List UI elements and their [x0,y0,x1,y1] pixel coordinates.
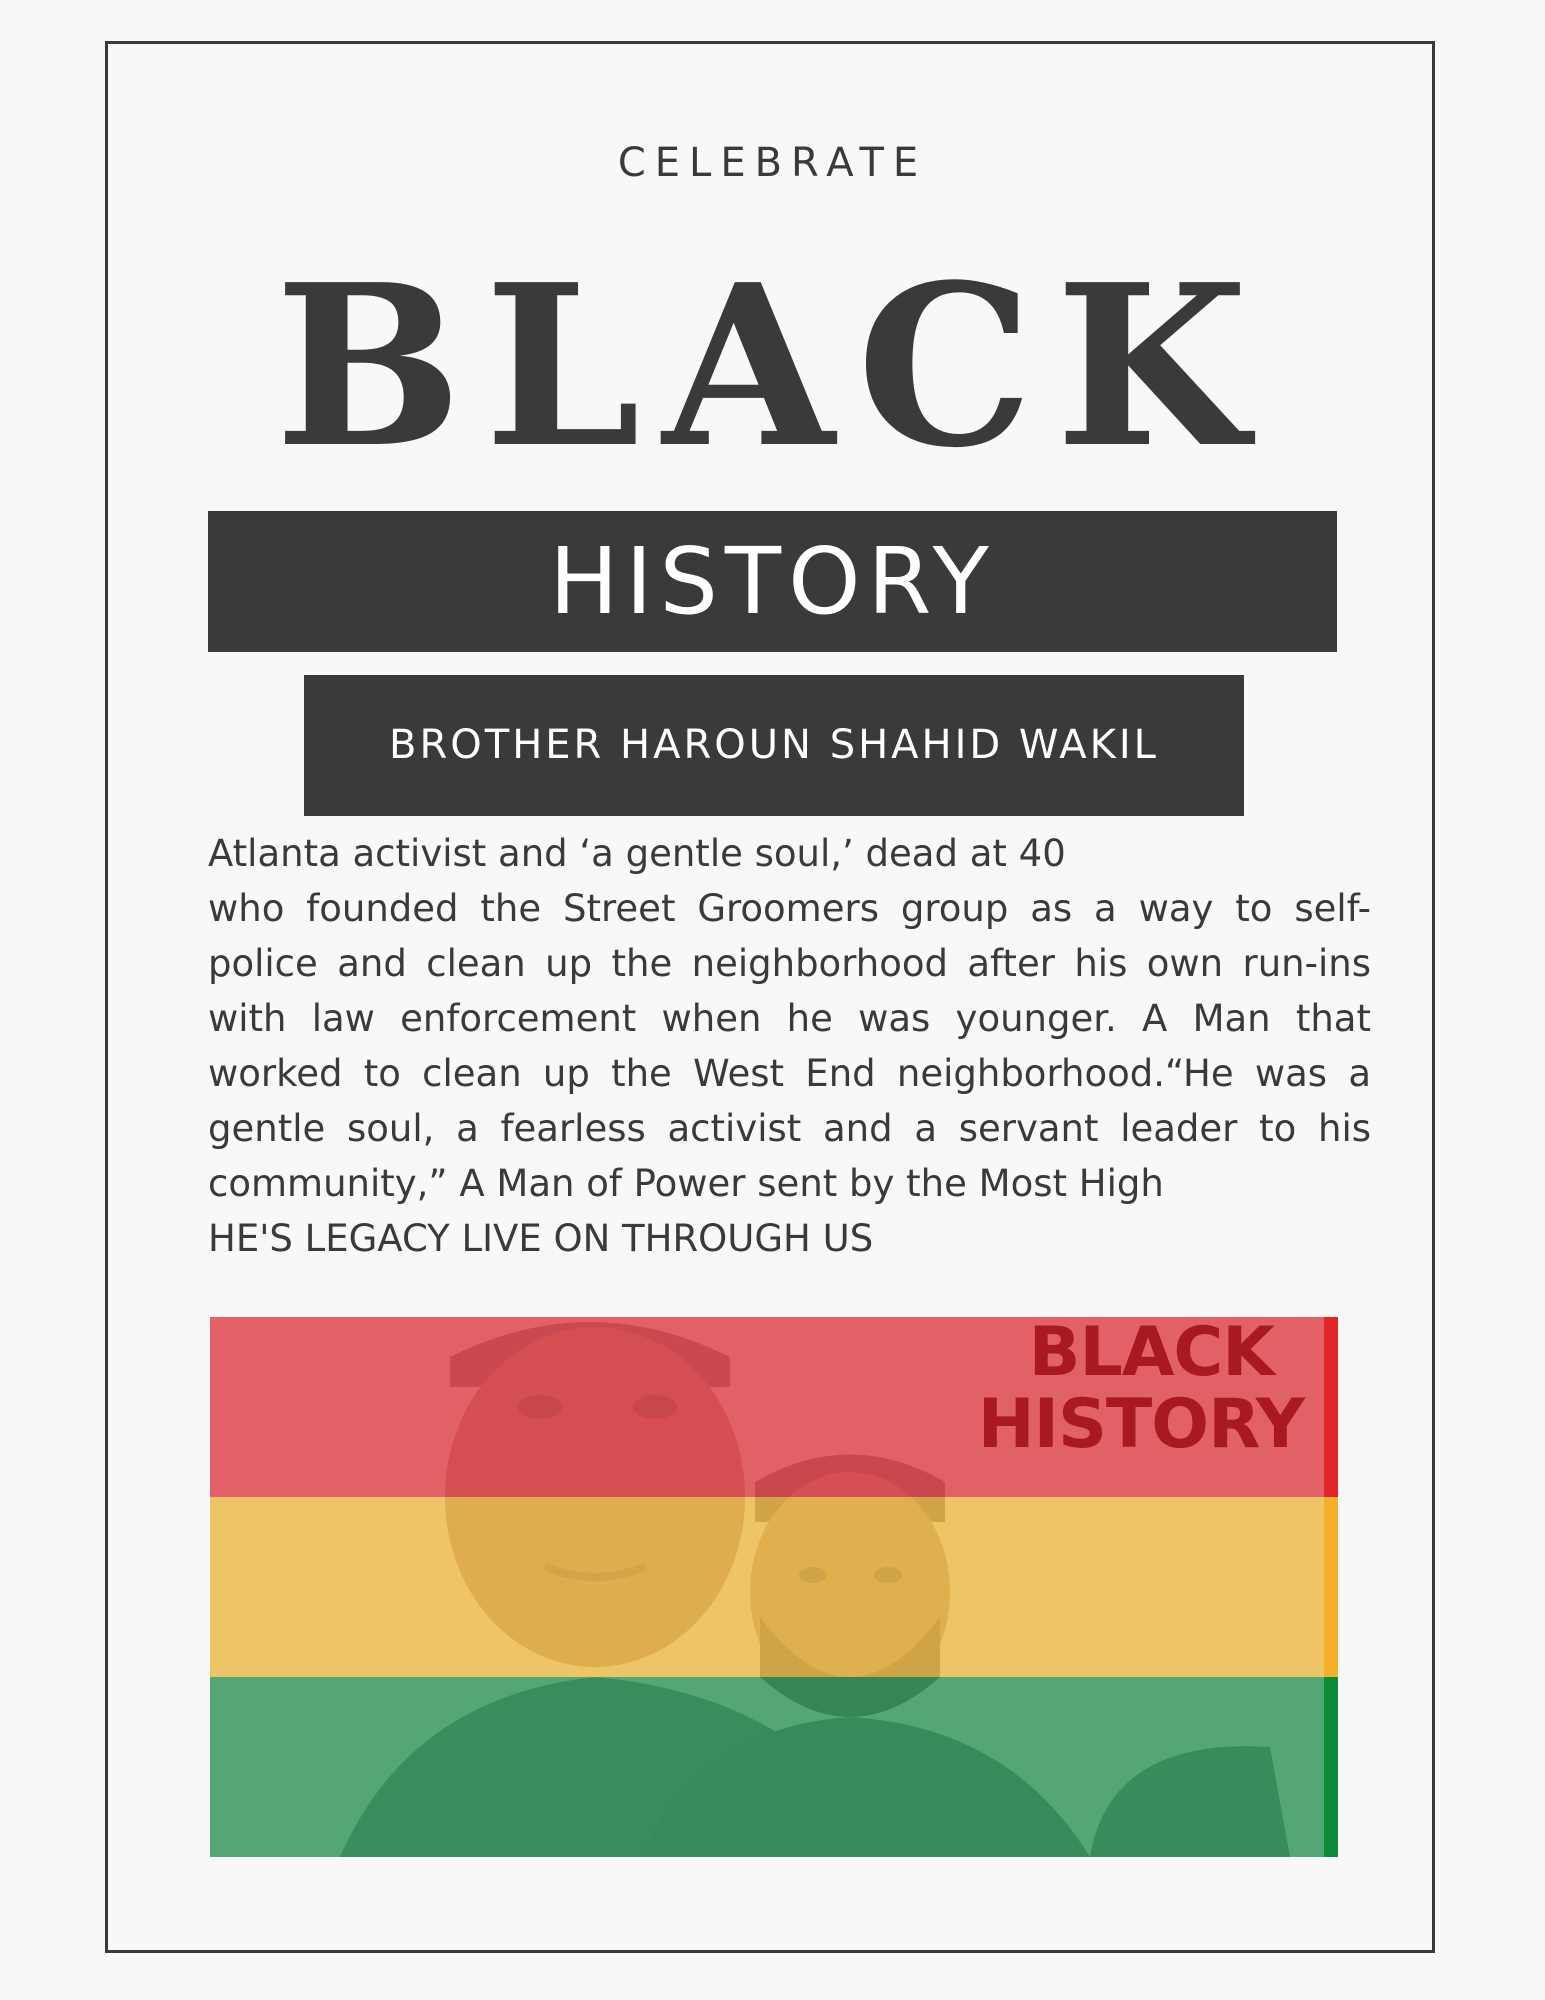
photo-overlay-line1: BLACK [1028,1317,1274,1392]
honoree-name-banner: BROTHER HAROUN SHAHID WAKIL [304,675,1244,816]
legacy-line: HE'S LEGACY LIVE ON THROUGH US [208,1217,874,1260]
kicker-text: CELEBRATE [617,140,928,186]
subtitle-banner: HISTORY [208,511,1337,652]
tribute-photo [210,1317,1338,1857]
edge-strip-red [1324,1317,1338,1497]
poster-title: BLACK [274,237,1271,497]
flag-stripe-green [210,1677,1338,1857]
tribute-headline: Atlanta activist and ‘a gentle soul,’ dead at 40 [208,832,1066,875]
tribute-text [208,826,1371,1266]
tribute-paragraph: who founded the Street Groomers group as a way to self-police and clean up the neighborhood after his own run-ins with law enforcement when he was younger. A Man that worked to clean up the West End neighborhood.“He was a gentle soul, a fearless activist and a servant leader to his community,” A Man of Power sent by the Most High [208,887,1371,1205]
photo-overlay-title [977,1317,1304,1464]
photo-overlay-line2: HISTORY [977,1385,1304,1464]
edge-strip-green [1324,1677,1338,1857]
flag-stripe-yellow [210,1497,1338,1677]
edge-strip-yellow [1324,1497,1338,1677]
